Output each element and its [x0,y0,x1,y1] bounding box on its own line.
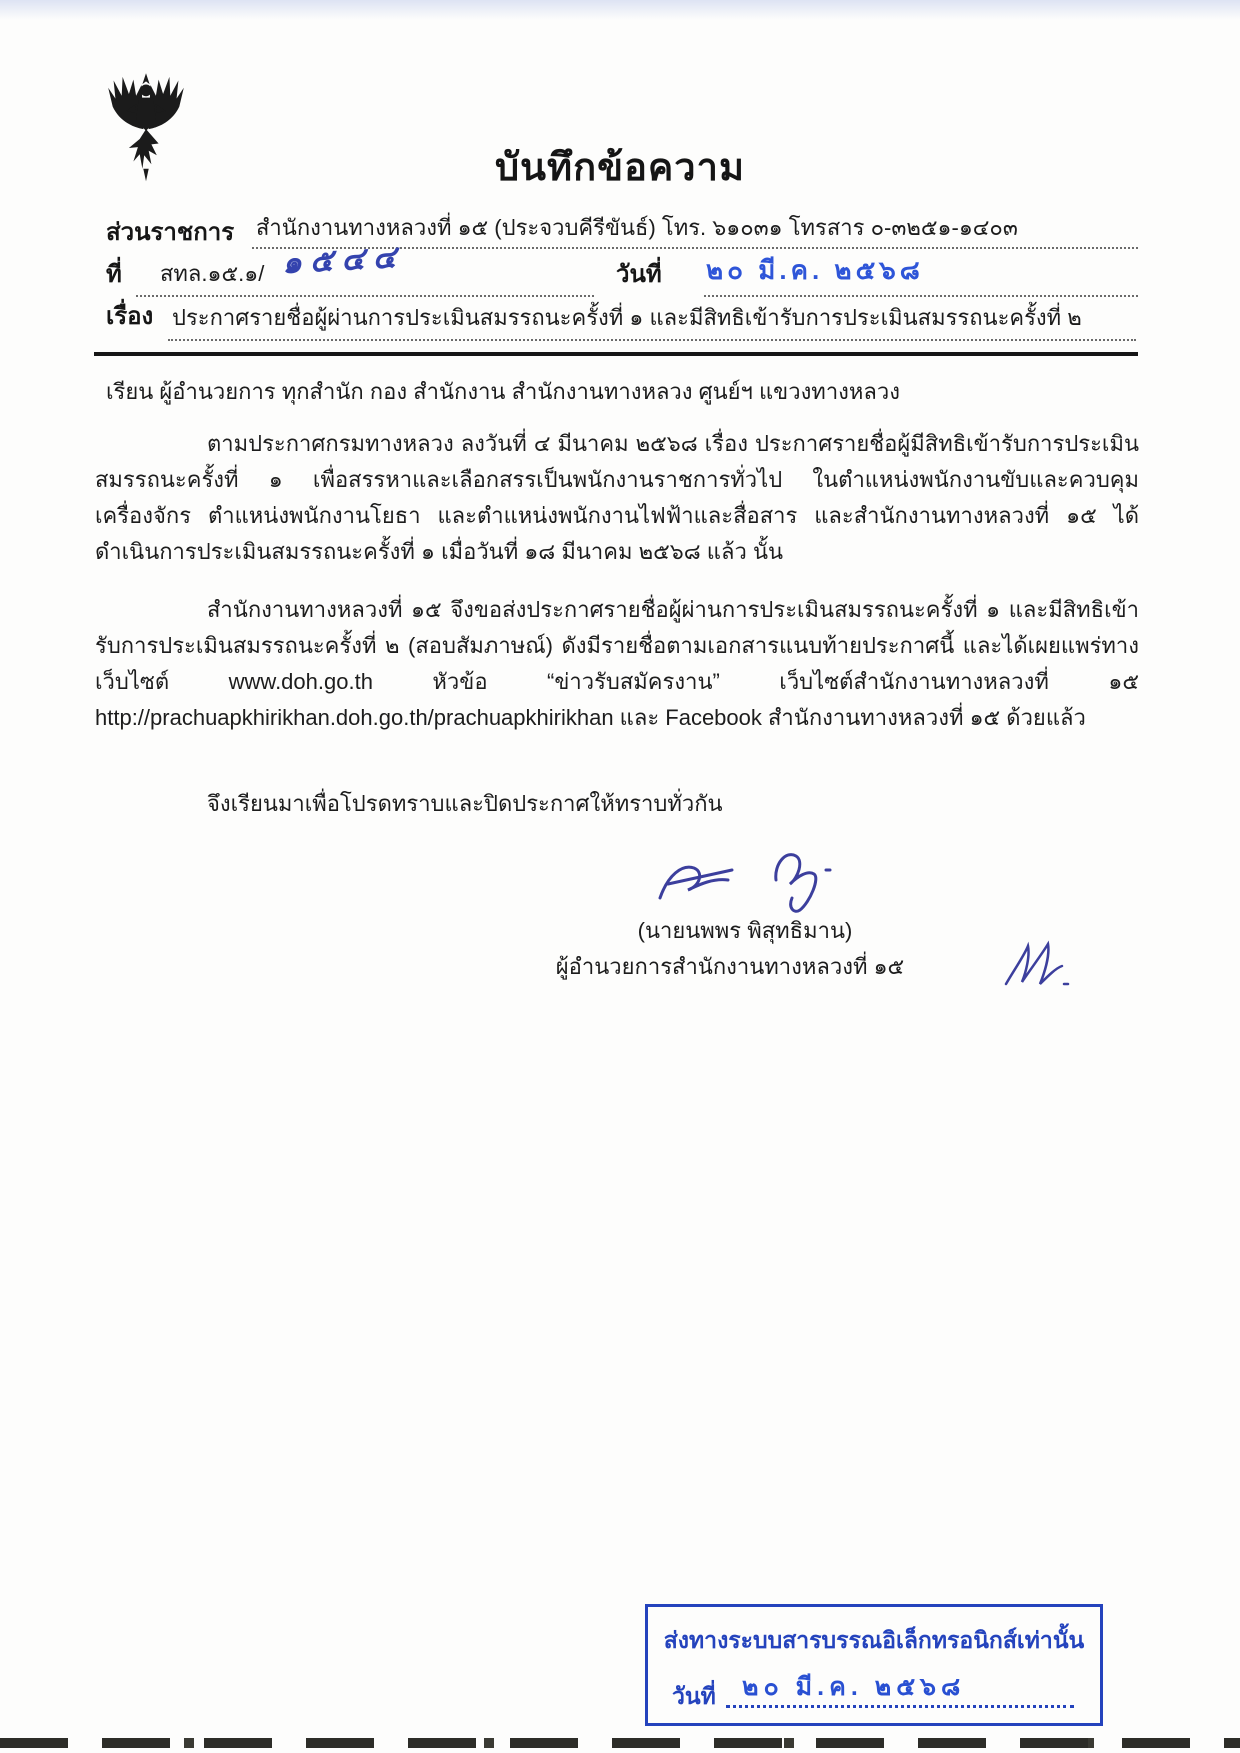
stamp-date-row [672,1673,1076,1711]
stamp-date-label: วันที่ [672,1683,716,1709]
initials-scribble-icon [998,932,1078,1002]
doc-number-value: สทล.๑๕.๑/ [160,261,265,286]
stamp-text: ส่งทางระบบสารบรรณอิเล็กทรอนิกส์เท่านั้น [663,1627,1085,1653]
header-divider [94,352,1138,356]
stamp-date-value: ๒๐ มี.ค. ๒๕๖๘ [742,1673,966,1701]
dotted-rule [168,339,1136,341]
subject-label: เรื่อง [106,303,154,330]
body-paragraph-1: ตามประกาศกรมทางหลวง ลงวันที่ ๔ มีนาคม ๒๕๖๘ เรื่อง ประกาศรายชื่อผู้มีสิทธิเข้ารับการประเมินสมรรถนะครั้งที่ ๑ เพื่อสรรหาและเลือกสรรเป็นพนักงานราชการทั่วไป ในตำแหน่งพนักงานขับและควบคุมเครื่องจักร ตำแหน่งพนักงานโยธา และตำแหน่งพนักงานไฟฟ้าและสื่อสาร และสำนักงานทางหลวงที่ ๑๕ ได้ดำเนินการประเมินสมรรถนะครั้งที่ ๑ เมื่อวันที่ ๑๘ มีนาคม ๒๕๖๘ แล้ว นั้น [95,431,1139,564]
to-line: เรียน ผู้อำนวยการ ทุกสำนัก กอง สำนักงาน สำนักงานทางหลวง ศูนย์ฯ แขวงทางหลวง [106,379,900,404]
agency-value: สำนักงานทางหลวงที่ ๑๕ (ประจวบคีรีขันธ์) โทร. ๖๑๐๓๑ โทรสาร ๐-๓๒๕๑-๑๔๐๓ [256,215,1018,240]
doc-number-label: ที่ [106,261,122,288]
closing-line: จึงเรียนมาเพื่อโปรดทราบและปิดประกาศให้ทราบทั่วกัน [207,791,723,816]
date-stamp: ๒๐ มี.ค. ๒๕๖๘ [706,255,924,285]
dotted-rule [136,295,594,297]
body-paragraph-2: สำนักงานทางหลวงที่ ๑๕ จึงขอส่งประกาศรายชื่อผู้ผ่านการประเมินสมรรถนะครั้งที่ ๑ และมีสิทธิเข้ารับการประเมินสมรรถนะครั้งที่ ๒ (สอบสัมภาษณ์) ดังมีรายชื่อตามเอกสารแนบท้ายประกาศนี้ และได้เผยแพร่ทางเว็บไซต์ www.doh.go.th หัวข้อ “ข่าวรับสมัครงาน” เว็บไซต์สำนักงานทางหลวงที่ ๑๕ http://prachuapkhirikhan.doh.go.th/prachuapkhirikhan และ Facebook สำนักงานทางหลวงที่ ๑๕ ด้วยแล้ว [95,597,1139,730]
page-title: บันทึกข้อความ [494,147,746,189]
scan-artifact-bottom [0,1738,1240,1748]
signature-icon [648,840,858,920]
agency-label: ส่วนราชการ [106,219,235,246]
routing-stamp [645,1604,1103,1726]
dotted-rule [704,295,1138,297]
scan-artifact-top [0,0,1240,20]
doc-number-handwritten: ๑๕๔๔ [281,238,405,281]
signer-position: ผู้อำนวยการสำนักงานทางหลวงที่ ๑๕ [555,954,905,979]
subject-value: ประกาศรายชื่อผู้ผ่านการประเมินสมรรถนะครั้งที่ ๑ และมีสิทธิเข้ารับการประเมินสมรรถนะครั้งที่ ๒ [172,305,1082,330]
signer-name: (นายนพพร พิสุทธิมาน) [637,918,853,943]
date-label: วันที่ [616,261,662,288]
